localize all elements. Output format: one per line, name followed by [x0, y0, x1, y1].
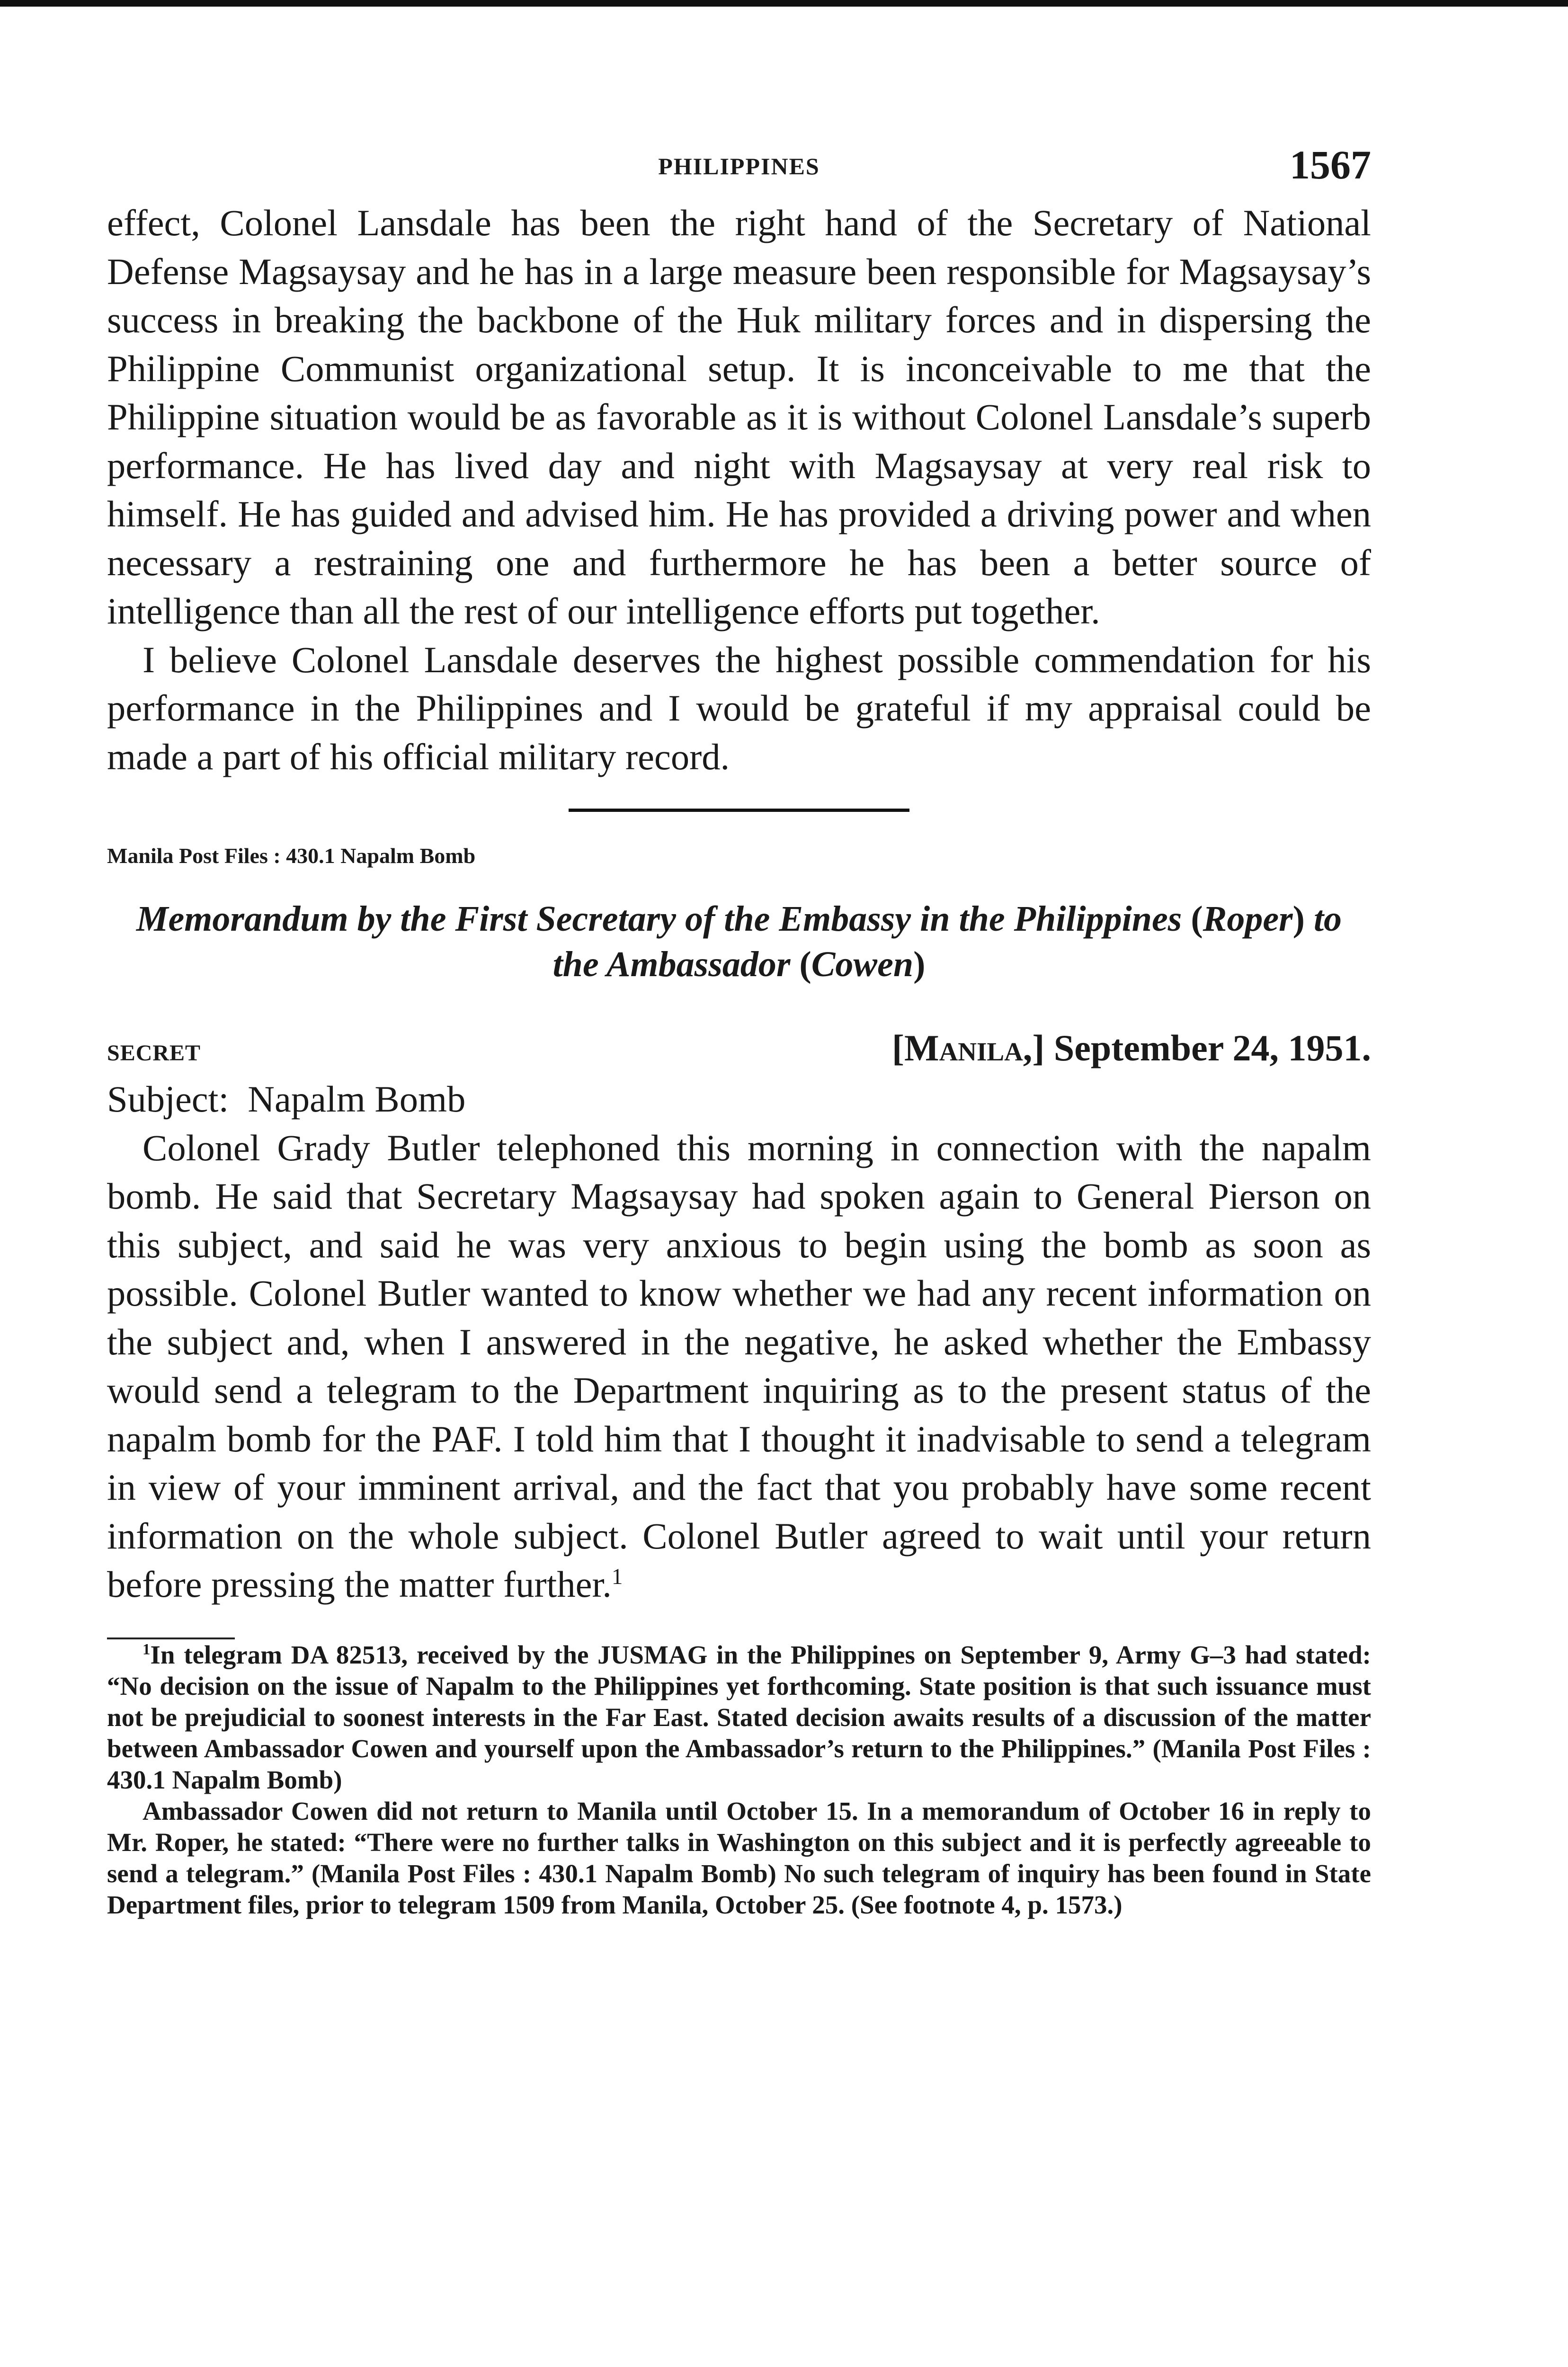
footnote-reference: 1 [611, 1564, 623, 1589]
subject-label: Subject: [107, 1078, 229, 1120]
date-place: Manila, [904, 1027, 1033, 1068]
title-part1: Memorandum by the First Secretary of the Embassy in the Philippines [136, 899, 1182, 939]
document-title [107, 896, 1371, 987]
footnote-1-continued: Ambassador Cowen did not return to Manila until October 15. In a memorandum of October 16 in reply to Mr. Roper, he stated: “There were no further talks in Washington on this subject and it is perfectly agreeable to send a telegram.” (Manila Post Files : 430.1 Napalm Bomb) No such telegram of inquiry has been found in State Department files, prior to telegram 1509 from Manila, October 25. (See footnote 4, p. 1573.) [107, 1796, 1371, 1919]
title-paren-open-1: ( [1191, 899, 1203, 939]
subject-text: Napalm Bomb [248, 1078, 466, 1120]
page-header [107, 142, 1371, 199]
section-divider [569, 809, 909, 812]
memo-body [107, 1124, 1371, 1609]
footnote-1-text: In telegram DA 82513, received by the JUSMAG in the Philippines on September 9, Army G–3 had stated: “No decision on the issue of Napalm to the Philippines yet forthcoming. State position is that such issuance must not be prejudicial to soonest interests in the Far East. Stated decision awaits results of a discussion of the matter between Ambassador Cowen and yourself upon the Ambassador’s return to the Philippines.” (Manila Post Files : 430.1 Napalm Bomb) [107, 1640, 1371, 1794]
title-name-cowen: Cowen [811, 944, 914, 984]
date-text: September 24, 1951. [1053, 1027, 1371, 1068]
title-paren-open-2: ( [799, 944, 811, 984]
title-paren-close-2: ) [913, 944, 926, 984]
footnote-1 [107, 1639, 1371, 1796]
classification-label: SECRET [107, 1041, 201, 1066]
dateline [107, 1027, 1371, 1074]
date-line: [Manila,] September 24, 1951. [891, 1027, 1371, 1068]
running-head: PHILIPPINES [658, 153, 820, 179]
subject-line [107, 1075, 1371, 1124]
footnote-mark: 1 [143, 1641, 151, 1658]
top-edge-rule [0, 0, 1568, 7]
title-paren-close-1: ) [1292, 899, 1305, 939]
title-name-roper: Roper [1203, 899, 1293, 939]
paragraph-commendation: I believe Colonel Lansdale deserves the highest possible commendation for his performance in the Philippines and I would be grateful if my appraisal could be made a part of his official military record. [107, 639, 1371, 777]
document-page [107, 142, 1371, 1921]
paragraph-continued: effect, Colonel Lansdale has been the right hand of the Secretary of National Defense Magsaysay and he has in a large measure been responsible for Magsaysay’s success in breaking the backbone of the Huk military forces and in dispersing the Philippine Communist organizational setup. It is inconceivable to me that the Philippine situation would be as favorable as it is without Colonel Lansdale’s superb performance. He has lived day and night with Magsaysay at very real risk to himself. He has guided and advised him. He has provided a driving power and when necessary a restraining one and furthermore he has been a better source of intelligence than all the rest of our intelligence efforts put together. [107, 202, 1371, 632]
file-reference: Manila Post Files : 430.1 Napalm Bomb [107, 844, 476, 868]
page-number: 1567 [1290, 142, 1371, 187]
memo-body-text: Colonel Grady Butler telephoned this morning in connection with the napalm bomb. He said that Secretary Magsaysay had spoken again to General Pierson on this subject, and said he was very anxious to begin using the bomb as soon as possible. Colonel Butler wanted to know whether we had any recent information on the subject and, when I answered in the negative, he asked whether the Embassy would send a telegram to the Department inquiring as to the present status of the napalm bomb for the PAF. I told him that I thought it inadvisable to send a telegram in view of your imminent arrival, and the fact that you probably have some recent information on the whole subject. Colonel Butler agreed to wait until your return before pressing the matter further. [107, 1127, 1371, 1605]
title-part2: to the Ambassador [552, 899, 1342, 984]
